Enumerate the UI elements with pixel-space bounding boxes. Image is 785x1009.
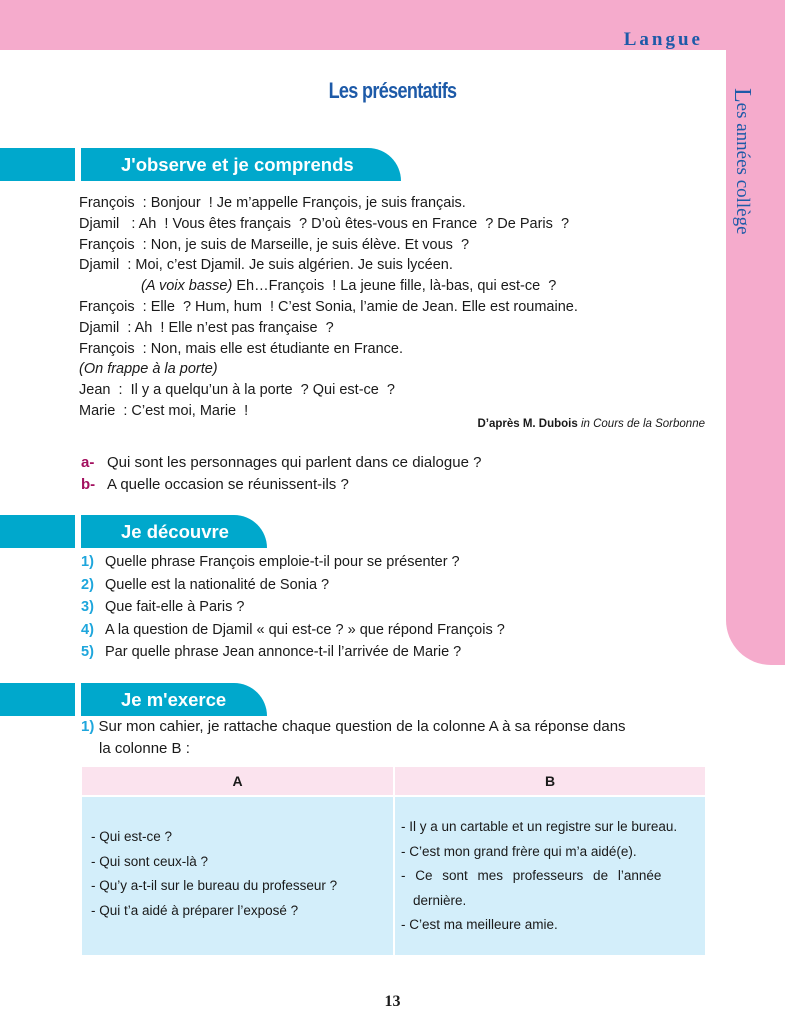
dialogue-line: Djamil : Moi, c’est Djamil. Je suis algérien. Je suis lycéen. [79, 257, 453, 274]
dialogue [79, 193, 578, 422]
column-b-cell [395, 797, 705, 955]
column-a-item: - Qui t’a aidé à préparer l’exposé ? [91, 902, 299, 918]
page-number: 13 [384, 993, 401, 1009]
section-title-exerce: Je m'exerce [121, 688, 227, 710]
column-header-b: B [395, 767, 705, 795]
citation [477, 418, 705, 430]
question-text: A quelle occasion se réunissent-ils ? [107, 476, 349, 493]
column-a-cell [82, 797, 393, 955]
question-number: 2) [81, 576, 94, 593]
banner-stub [0, 515, 75, 548]
question-number: 1) [81, 554, 94, 570]
dialogue-line: Marie : C’est moi, Marie ! [79, 402, 249, 419]
section-label: Langue [623, 29, 703, 50]
instruction-line: la colonne B : [99, 740, 190, 757]
column-b-item: - Ce sont mes professeurs de l’année [401, 868, 662, 883]
question-text: Que fait-elle à Paris ? [105, 599, 245, 616]
instruction-text: Sur mon cahier, je rattache chaque question de la colonne A à sa réponse dans [94, 718, 626, 735]
question-marker: b- [81, 476, 96, 493]
dialogue-line: François : Non, mais elle est étudiante en France. [79, 340, 403, 357]
side-title-initial: L [729, 88, 755, 103]
instruction-line [81, 716, 707, 738]
side-title-rest: es années collège [732, 102, 753, 235]
dialogue-line: Jean : Il y a quelqu’un à la porte ? Qui est-ce ? [79, 382, 395, 399]
banner-stub [0, 683, 75, 716]
question-item [81, 551, 505, 574]
banner-tab [81, 683, 267, 716]
question-item [81, 641, 505, 664]
banner-stub [0, 148, 75, 181]
exercise-instruction [81, 716, 707, 760]
comprehension-questions [81, 452, 481, 496]
banner-tab [81, 148, 401, 181]
question-text: Qui sont les personnages qui parlent dans ce dialogue ? [107, 454, 482, 471]
table-row [82, 797, 705, 955]
question-item [81, 574, 505, 597]
dialogue-line: François : Bonjour ! Je m’appelle François, je suis français. [79, 195, 466, 211]
citation-in: in [577, 418, 594, 430]
section-title-decouvre: Je découvre [121, 520, 229, 542]
stage-direction [79, 359, 578, 380]
dialogue-line: François : Non, je suis de Marseille, je suis élève. Et vous ? [79, 236, 470, 253]
question-text: Quelle phrase François emploie-t-il pour se présenter ? [105, 554, 460, 570]
matching-table [80, 765, 707, 957]
column-a-item: - Qui sont ceux-là ? [91, 853, 209, 869]
decouvre-questions [81, 551, 505, 664]
question-item [81, 619, 505, 642]
table-header-row [82, 767, 705, 795]
column-b-item: - C’est mon grand frère qui m’a aidé(e). [401, 843, 637, 859]
question-item [81, 474, 481, 496]
question-text: Quelle est la nationalité de Sonia ? [105, 576, 330, 593]
exercise-number: 1) [81, 718, 95, 735]
question-number: 3) [81, 599, 94, 616]
dialogue-text: Eh…François ! La jeune fille, là-bas, qui est-ce ? [232, 278, 557, 295]
question-number: 5) [81, 644, 94, 661]
question-text: A la question de Djamil « qui est-ce ? » que répond François ? [105, 621, 505, 638]
citation-author: D’après M. Dubois [477, 418, 578, 430]
column-b-item: - C’est ma meilleure amie. [401, 917, 558, 932]
question-number: 4) [81, 621, 94, 638]
stage-direction-text: (On frappe à la porte) [79, 361, 218, 378]
page-title: Les présentatifs [328, 78, 457, 103]
side-title [730, 88, 754, 235]
question-item [81, 452, 481, 474]
question-item [81, 596, 505, 619]
column-b-item: - Il y a un cartable et un registre sur le bureau. [401, 819, 678, 834]
banner-tab [81, 515, 267, 548]
stage-direction: (A voix basse) [141, 278, 233, 295]
column-a-item: - Qui est-ce ? [91, 829, 173, 844]
citation-source: Cours de la Sorbonne [593, 418, 705, 430]
section-title-observe: J'observe et je comprends [121, 153, 354, 175]
dialogue-line: François : Elle ? Hum, hum ! C’est Sonia, l’amie de Jean. Elle est roumaine. [79, 298, 578, 315]
question-text: Par quelle phrase Jean annonce-t-il l’arrivée de Marie ? [105, 644, 462, 661]
column-a-item: - Qu’y a-t-il sur le bureau du professeur ? [91, 878, 338, 893]
column-header-a: A [82, 767, 393, 795]
column-b-item-continuation: dernière. [413, 892, 467, 908]
dialogue-line: Djamil : Ah ! Elle n’est pas française ? [79, 319, 334, 336]
dialogue-line [79, 276, 578, 297]
question-marker: a- [81, 454, 95, 471]
dialogue-line: Djamil : Ah ! Vous êtes français ? D’où êtes-vous en France ? De Paris ? [79, 215, 570, 232]
